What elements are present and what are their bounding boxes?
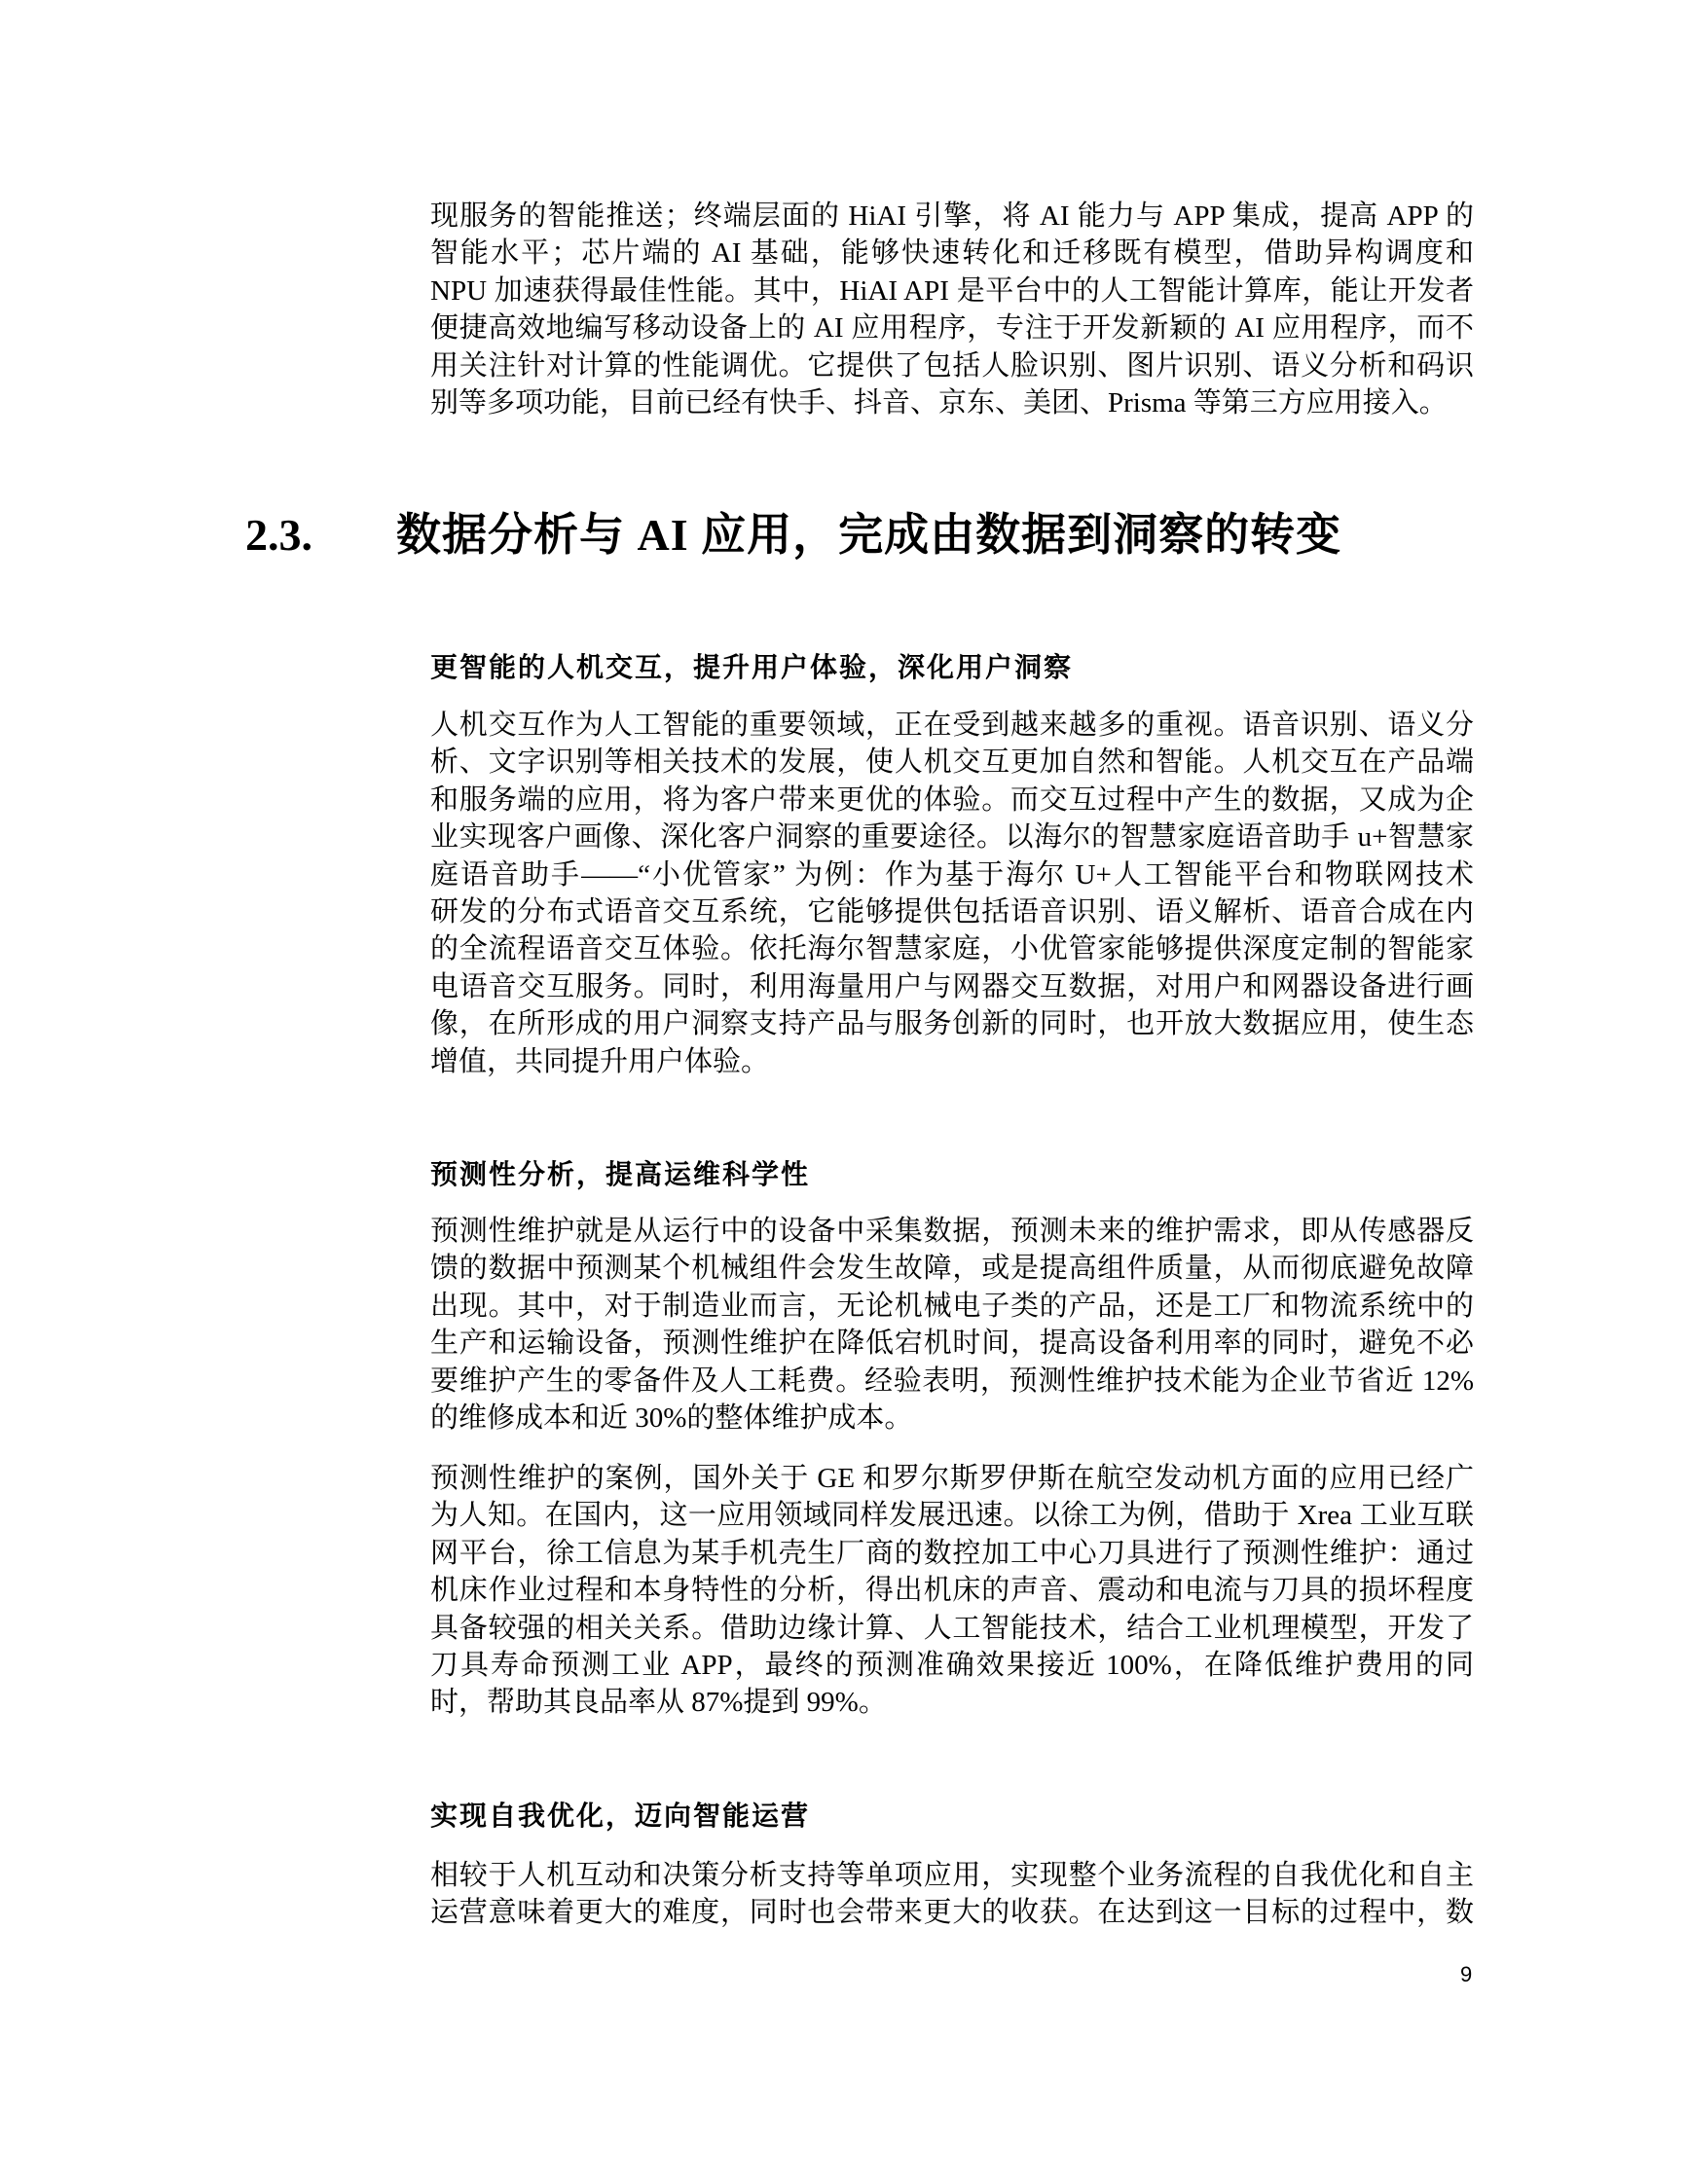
text-line: NPU 加速获得最佳性能。其中，HiAI API 是平台中的人工智能计算库，能让开发者 (430, 274, 1474, 307)
paragraph-predictive-case (430, 1460, 1474, 1722)
paragraph-self-optimization (430, 1857, 1474, 1932)
paragraph-predictive-maintenance (430, 1213, 1474, 1437)
text-line: 的全流程语音交互体验。依托海尔智慧家庭，小优管家能够提供深度定制的智能家 (430, 933, 1474, 965)
text-line: 时，帮助其良品率从 87%提到 99%。 (430, 1687, 887, 1719)
text-line: 的维修成本和近 30%的整体维护成本。 (430, 1401, 913, 1434)
text-line: 研发的分布式语音交互系统，它能够提供包括语音识别、语义解析、语音合成在内 (430, 895, 1474, 928)
text-line: 出现。其中，对于制造业而言，无论机械电子类的产品，还是工厂和物流系统中的 (430, 1290, 1474, 1322)
text-line: 析、文字识别等相关技术的发展，使人机交互更加自然和智能。人机交互在产品端 (430, 746, 1474, 779)
text-line: 刀具寿命预测工业 APP，最终的预测准确效果接近 100%，在降低维护费用的同 (430, 1649, 1474, 1681)
text-line: 预测性维护的案例，国外关于 GE 和罗尔斯罗伊斯在航空发动机方面的应用已经广 (430, 1463, 1474, 1494)
text-line: 业实现客户画像、深化客户洞察的重要途径。以海尔的智慧家庭语音助手 u+智慧家 (430, 821, 1474, 854)
text-line: 和服务端的应用，将为客户带来更优的体验。而交互过程中产生的数据，又成为企 (430, 783, 1474, 816)
section-title: 数据分析与 AI 应用，完成由数据到洞察的转变 (396, 510, 1342, 560)
text-line: 要维护产生的零备件及人工耗费。经验表明，预测性维护技术能为企业节省近 12% (430, 1365, 1474, 1397)
page-number: 9 (1460, 1962, 1473, 1986)
text-line: 相较于人机互动和决策分析支持等单项应用，实现整个业务流程的自我优化和自主 (430, 1860, 1474, 1891)
text-line: 生产和运输设备，预测性维护在降低宕机时间，提高设备利用率的同时，避免不必 (430, 1328, 1474, 1360)
text-line: 现服务的智能推送；终端层面的 HiAI 引擎，将 AI 能力与 APP 集成，提高 APP 的 (430, 200, 1474, 232)
text-line: 用关注针对计算的性能调优。它提供了包括人脸识别、图片识别、语义分析和码识 (430, 349, 1474, 382)
text-line: 运营意味着更大的难度，同时也会带来更大的收获。在达到这一目标的过程中，数 (430, 1897, 1474, 1929)
text-line: 机床作业过程和本身特性的分析，得出机床的声音、震动和电流与刀具的损坏程度 (430, 1575, 1474, 1607)
paragraph-hiai (430, 198, 1474, 421)
text-line: 具备较强的相关关系。借助边缘计算、人工智能技术，结合工业机理模型，开发了 (430, 1612, 1474, 1644)
text-line: 别等多项功能，目前已经有快手、抖音、京东、美团、Prisma 等第三方应用接入。 (430, 386, 1448, 419)
text-line: 像，在所形成的用户洞察支持产品与服务创新的同时，也开放大数据应用，使生态 (430, 1008, 1474, 1040)
subheading-predictive: 预测性分析，提高运维科学性 (430, 1158, 811, 1190)
text-line: 网平台，徐工信息为某手机壳生厂商的数控加工中心刀具进行了预测性维护：通过 (430, 1537, 1474, 1569)
section-number: 2.3. (245, 510, 312, 560)
text-line: 为人知。在国内，这一应用领域同样发展迅速。以徐工为例，借助于 Xrea 工业互联 (430, 1500, 1474, 1532)
text-line: 电语音交互服务。同时，利用海量用户与网器交互数据，对用户和网器设备进行画 (430, 970, 1474, 1002)
text-line: 增值，共同提升用户体验。 (430, 1045, 770, 1077)
text-line: 预测性维护就是从运行中的设备中采集数据，预测未来的维护需求，即从传感器反 (430, 1216, 1474, 1247)
text-line: 智能水平；芯片端的 AI 基础，能够快速转化和迁移既有模型，借助异构调度和 (430, 237, 1474, 270)
text-line: 便捷高效地编写移动设备上的 AI 应用程序，专注于开发新颖的 AI 应用程序，而不 (430, 312, 1474, 345)
subheading-self-optimization: 实现自我优化，迈向智能运营 (430, 1800, 811, 1832)
text-line: 庭语音助手——“小优管家” 为例：作为基于海尔 U+人工智能平台和物联网技术 (430, 858, 1474, 891)
paragraph-human-machine (430, 707, 1474, 1080)
subheading-human-machine: 更智能的人机交互，提升用户体验，深化用户洞察 (430, 651, 1074, 683)
text-line: 馈的数据中预测某个机械组件会发生故障，或是提高组件质量，从而彻底避免故障 (430, 1253, 1474, 1285)
text-line: 人机交互作为人工智能的重要领域，正在受到越来越多的重视。语音识别、语义分 (430, 710, 1474, 741)
